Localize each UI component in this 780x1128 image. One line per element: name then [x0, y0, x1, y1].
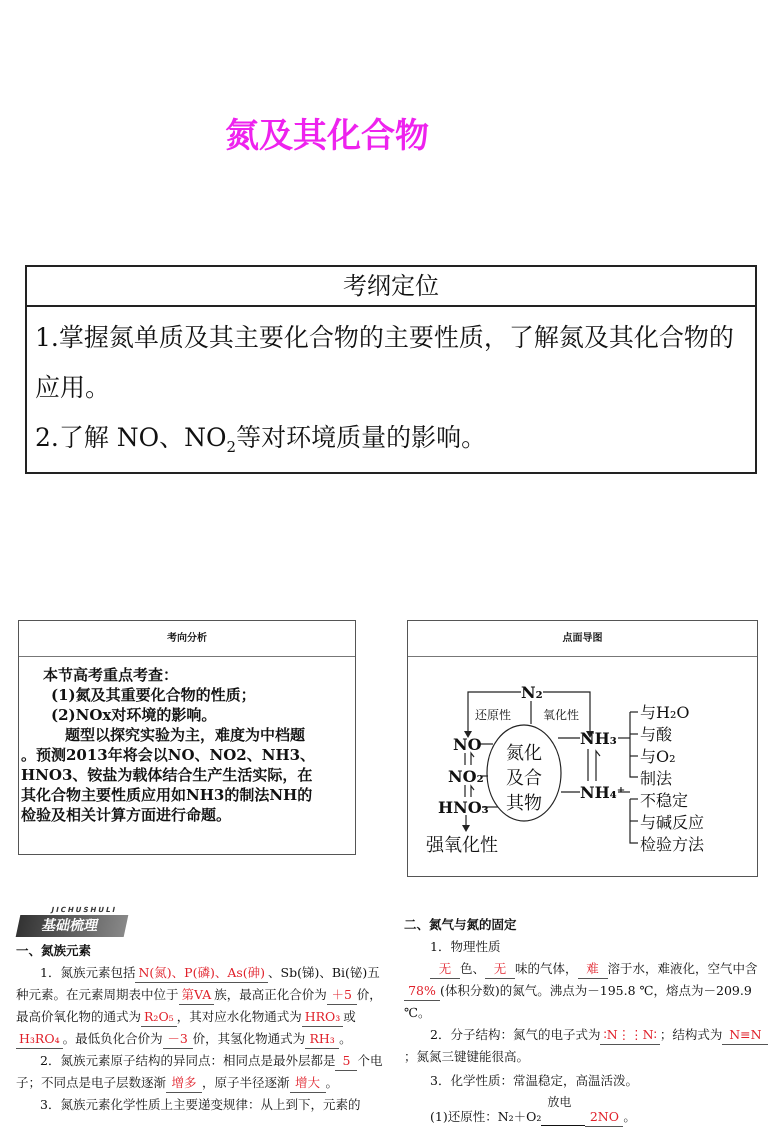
- hno3-label: HNO₃: [438, 798, 489, 817]
- answer: RH₃: [305, 1030, 339, 1049]
- answer: 增多: [166, 1074, 202, 1093]
- nh3-label: NH₃: [580, 729, 617, 748]
- molecular-structure: [404, 1024, 776, 1068]
- text: 、Sb(锑)、Bi(铋): [268, 965, 368, 980]
- answer: HRO₃: [302, 1008, 344, 1027]
- text: 1．氮族元素包括: [40, 965, 136, 980]
- mindmap-header: 点面导图: [408, 621, 757, 657]
- analysis-line: 检验及相关计算方面进行命题。: [21, 806, 232, 824]
- reduce-label: 还原性: [475, 708, 512, 722]
- subheading: 1．物理性质: [430, 939, 501, 954]
- text: 。: [325, 1075, 339, 1090]
- answer: R₂O₅: [141, 1008, 177, 1027]
- text: 色、: [460, 961, 486, 976]
- nh4-label: NH₄⁺: [580, 783, 626, 802]
- text: 个电子；不同点是电子层数逐渐: [16, 1053, 383, 1090]
- page-title: 氮及其化合物: [225, 116, 429, 156]
- text: ；: [404, 1049, 417, 1064]
- text: 价，其氢化物通式为: [192, 1031, 306, 1046]
- text: 五种元素。在元素周期表中位于: [16, 965, 380, 1002]
- text: 。: [623, 1109, 636, 1124]
- n2-label: N₂: [521, 683, 543, 702]
- text: 味的气体，: [515, 961, 578, 976]
- nh3-item: 与H₂O: [640, 703, 690, 722]
- text: 2．氮族元素原子结构的异同点：相同点是最外层都是: [40, 1053, 336, 1068]
- paragraph-3: 3．氮族元素化学性质上主要递变规律：从上到下，元素的: [40, 1097, 361, 1112]
- syllabus-header: 考纲定位: [27, 267, 755, 307]
- answer: 5: [335, 1052, 357, 1071]
- answer: 增大: [290, 1074, 326, 1093]
- answer: 难: [578, 960, 608, 979]
- answer: 无: [430, 960, 460, 979]
- nh3-item: 与O₂: [640, 747, 676, 766]
- analysis-line: 。预测2013年将会以NO、NO2、NH3、: [21, 746, 316, 764]
- center-text: 及合: [506, 768, 542, 789]
- text: 氮氮三键键能很高。: [416, 1049, 530, 1064]
- badge-label: 基础梳理: [40, 918, 100, 934]
- syllabus-table: [25, 265, 757, 474]
- text: 等对环境质量的影响。: [236, 423, 487, 452]
- nh4-item: 与碱反应: [640, 813, 705, 832]
- answer: －3: [163, 1030, 193, 1049]
- text: 族，最高正化合价为: [214, 987, 327, 1002]
- nh4-item: 不稳定: [640, 791, 689, 810]
- answer: ＋5: [327, 986, 357, 1005]
- analysis-line: 题型以探究实验为主，难度为中档题: [65, 726, 306, 744]
- badge-pinyin: JICHUSHULI: [50, 906, 118, 914]
- text: ，原子半径逐渐: [202, 1075, 290, 1090]
- reaction-condition: 放电: [547, 1095, 572, 1109]
- strong-oxid-label: 强氧化性: [426, 835, 498, 856]
- no-label: NO: [453, 735, 482, 754]
- reaction-arrow: [541, 1095, 585, 1126]
- text: 2.了解 NO、NO: [35, 423, 227, 452]
- answer: 78%: [404, 982, 440, 1001]
- mindmap-box: [407, 620, 758, 877]
- syllabus-item-2: [35, 413, 747, 463]
- subscript: 2: [226, 438, 237, 456]
- no2-label: NO₂: [448, 767, 484, 786]
- oxid-label: 氧化性: [543, 708, 580, 722]
- section-nitrogen-gas: [404, 914, 776, 1128]
- chemical-properties: 3．化学性质：常温稳定，高温活泼。: [430, 1073, 638, 1088]
- nh4-item: 检验方法: [640, 835, 705, 854]
- text: ；结构式为: [659, 1027, 723, 1042]
- section-heading: 一、氮族元素: [16, 943, 92, 958]
- basics-badge: [16, 906, 129, 937]
- text: 或: [343, 1009, 356, 1024]
- answer: N≡N: [722, 1026, 768, 1045]
- answer: 第VA: [179, 986, 215, 1005]
- paragraph-2: [16, 1050, 388, 1094]
- section-heading: 二、氮气与氮的固定: [404, 917, 517, 932]
- answer: 无: [485, 960, 515, 979]
- analysis-box: [18, 620, 356, 855]
- analysis-line: (2)NOx对环境的影响。: [51, 706, 217, 724]
- analysis-line: HNO3、铵盐为载体结合生产生活实际，在: [21, 766, 313, 784]
- mindmap-diagram: [408, 621, 757, 876]
- answer: N(氮)、P(磷)、As(砷): [135, 964, 268, 983]
- analysis-line: 其化合物主要性质应用如NH3的制法NH的: [21, 786, 313, 804]
- text: 。: [339, 1031, 352, 1046]
- analysis-header: 考向分析: [19, 621, 355, 657]
- analysis-line: 本节高考重点考查：: [43, 666, 179, 684]
- text: 。最低负化合价为: [62, 1031, 163, 1046]
- reducing-reaction: [404, 1095, 776, 1128]
- answer: H₃RO₄: [16, 1030, 63, 1049]
- text: 价，最高价氧化物的通式为: [16, 987, 382, 1024]
- answer: ∶N⋮⋮N∶: [600, 1026, 659, 1045]
- syllabus-item-1: 1.掌握氮单质及其主要化合物的主要性质，了解氮及其化合物的应用。: [35, 323, 734, 402]
- paragraph-1: [16, 962, 388, 1050]
- nh3-item: 制法: [640, 769, 673, 788]
- nh3-item: 与酸: [640, 725, 673, 744]
- text: ，其对应水化物通式为: [176, 1009, 302, 1024]
- answer: 2NO: [585, 1108, 623, 1127]
- section-nitrogen-family: [16, 940, 388, 1116]
- center-text: 氮化: [506, 743, 542, 764]
- analysis-line: (1)氮及其重要化合物的性质；: [51, 686, 256, 704]
- text: 2．分子结构：氮气的电子式为: [430, 1027, 601, 1042]
- physical-properties: [404, 958, 776, 1024]
- text: (1)还原性：N₂＋O₂: [430, 1109, 542, 1124]
- center-text: 其物: [506, 793, 542, 814]
- text: (体积分数)的氮气。沸点为－195.8 ℃，熔点为－209.9 ℃。: [404, 983, 752, 1020]
- text: 溶于水，难液化，空气中含: [607, 961, 758, 976]
